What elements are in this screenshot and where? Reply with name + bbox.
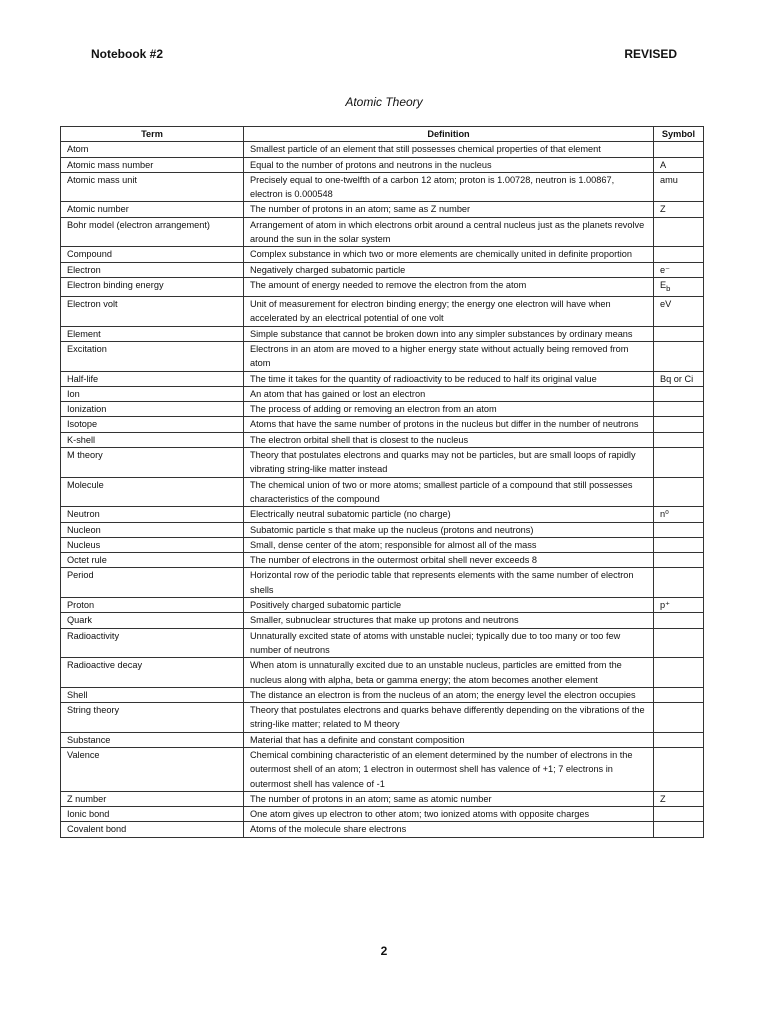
definition-cell: Theory that postulates electrons and quarks behave differently depending on the vibrations of the string-like matter; related to M theory <box>244 703 654 733</box>
symbol-cell: n⁰ <box>654 507 704 522</box>
term-cell: Nucleon <box>61 522 244 537</box>
symbol-cell <box>654 628 704 658</box>
table-row <box>61 703 704 733</box>
symbol-cell <box>654 477 704 507</box>
definition-cell: Equal to the number of protons and neutrons in the nucleus <box>244 157 654 172</box>
table-row <box>61 157 704 172</box>
header-right: REVISED <box>624 47 677 61</box>
column-header-definition: Definition <box>244 127 654 142</box>
table-row <box>61 553 704 568</box>
definition-cell: The distance an electron is from the nucleus of an atom; the energy level the electron occupies <box>244 687 654 702</box>
table-row <box>61 142 704 157</box>
table-row <box>61 202 704 217</box>
table-row <box>61 598 704 613</box>
table-row <box>61 172 704 202</box>
definition-cell: Unnaturally excited state of atoms with unstable nuclei; typically due to too many or too few number of neutrons <box>244 628 654 658</box>
definition-cell: The electron orbital shell that is closest to the nucleus <box>244 432 654 447</box>
definition-cell: Subatomic particle s that make up the nucleus (protons and neutrons) <box>244 522 654 537</box>
symbol-cell <box>654 142 704 157</box>
term-cell: Element <box>61 326 244 341</box>
table-row <box>61 217 704 247</box>
page-number: 2 <box>380 944 388 958</box>
definition-cell: Atoms that have the same number of protons in the nucleus but differ in the number of neutrons <box>244 417 654 432</box>
term-cell: Ionic bond <box>61 807 244 822</box>
term-cell: Electron binding energy <box>61 277 244 296</box>
term-cell: Atomic mass number <box>61 157 244 172</box>
column-header-symbol: Symbol <box>654 127 704 142</box>
term-cell: Atomic mass unit <box>61 172 244 202</box>
symbol-cell <box>654 247 704 262</box>
symbol-cell <box>654 537 704 552</box>
term-cell: Covalent bond <box>61 822 244 837</box>
symbol-cell: Bq or Ci <box>654 371 704 386</box>
table-row <box>61 326 704 341</box>
symbol-cell <box>654 613 704 628</box>
definition-cell: The chemical union of two or more atoms; smallest particle of a compound that still possesses characteristics of the compound <box>244 477 654 507</box>
term-cell: Ionization <box>61 402 244 417</box>
page-title: Atomic Theory <box>345 95 423 109</box>
term-cell: Substance <box>61 732 244 747</box>
definition-cell: Chemical combining characteristic of an element determined by the number of electrons in the outermost shell of an atom; 1 electron in outermost shell has valence of +1; 7 electrons in outermost shell has valence of -1 <box>244 748 654 792</box>
glossary-body <box>61 142 704 837</box>
definition-cell: The number of protons in an atom; same as atomic number <box>244 791 654 806</box>
table-row <box>61 277 704 296</box>
term-cell: Radioactivity <box>61 628 244 658</box>
definition-cell: One atom gives up electron to other atom; two ionized atoms with opposite charges <box>244 807 654 822</box>
term-cell: Period <box>61 568 244 598</box>
term-cell: Excitation <box>61 341 244 371</box>
symbol-cell <box>654 341 704 371</box>
symbol-cell <box>654 522 704 537</box>
symbol-cell: e⁻ <box>654 262 704 277</box>
definition-cell: Simple substance that cannot be broken down into any simpler substances by ordinary means <box>244 326 654 341</box>
table-row <box>61 613 704 628</box>
definition-cell: The process of adding or removing an electron from an atom <box>244 402 654 417</box>
definition-cell: Smaller, subnuclear structures that make up protons and neutrons <box>244 613 654 628</box>
table-row <box>61 537 704 552</box>
definition-cell: Precisely equal to one-twelfth of a carbon 12 atom; proton is 1.00728, neutron is 1.00867, electron is 0.000548 <box>244 172 654 202</box>
definition-cell: Material that has a definite and constant composition <box>244 732 654 747</box>
table-row <box>61 297 704 327</box>
symbol-cell: $E_b$ <box>654 277 704 296</box>
table-row <box>61 402 704 417</box>
term-cell: Octet rule <box>61 553 244 568</box>
table-row <box>61 432 704 447</box>
symbol-cell <box>654 326 704 341</box>
term-cell: Electron volt <box>61 297 244 327</box>
definition-cell: The number of protons in an atom; same as Z number <box>244 202 654 217</box>
symbol-cell <box>654 448 704 478</box>
table-header-row <box>61 127 704 142</box>
definition-cell: Complex substance in which two or more elements are chemically united in definite proportion <box>244 247 654 262</box>
term-cell: Compound <box>61 247 244 262</box>
symbol-cell: amu <box>654 172 704 202</box>
symbol-subscript: b <box>666 283 671 293</box>
term-cell: Ion <box>61 386 244 401</box>
definition-cell: Atoms of the molecule share electrons <box>244 822 654 837</box>
symbol-cell <box>654 417 704 432</box>
table-row <box>61 791 704 806</box>
table-row <box>61 687 704 702</box>
symbol-cell <box>654 822 704 837</box>
definition-cell: Theory that postulates electrons and quarks may not be particles, but are small loops of rapidly vibrating string-like matter instead <box>244 448 654 478</box>
definition-cell: Electrically neutral subatomic particle (no charge) <box>244 507 654 522</box>
table-row <box>61 448 704 478</box>
table-row <box>61 628 704 658</box>
table-row <box>61 477 704 507</box>
symbol-cell: p⁺ <box>654 598 704 613</box>
table-row <box>61 247 704 262</box>
table-row <box>61 658 704 688</box>
table-row <box>61 507 704 522</box>
symbol-cell <box>654 432 704 447</box>
definition-cell: The number of electrons in the outermost orbital shell never exceeds 8 <box>244 553 654 568</box>
definition-cell: Small, dense center of the atom; responsible for almost all of the mass <box>244 537 654 552</box>
definition-cell: Negatively charged subatomic particle <box>244 262 654 277</box>
term-cell: Half-life <box>61 371 244 386</box>
definition-cell: Smallest particle of an element that still possesses chemical properties of that element <box>244 142 654 157</box>
table-row <box>61 732 704 747</box>
symbol-cell: Z <box>654 791 704 806</box>
term-cell: Radioactive decay <box>61 658 244 688</box>
term-cell: Isotope <box>61 417 244 432</box>
symbol-cell <box>654 553 704 568</box>
definition-cell: Unit of measurement for electron binding energy; the energy one electron will have when accelerated by an electrical potential of one volt <box>244 297 654 327</box>
term-cell: Bohr model (electron arrangement) <box>61 217 244 247</box>
term-cell: Neutron <box>61 507 244 522</box>
table-row <box>61 371 704 386</box>
column-header-term: Term <box>61 127 244 142</box>
definition-cell: Positively charged subatomic particle <box>244 598 654 613</box>
table-row <box>61 522 704 537</box>
table-row <box>61 748 704 792</box>
term-cell: Valence <box>61 748 244 792</box>
symbol-cell <box>654 217 704 247</box>
symbol-cell <box>654 807 704 822</box>
symbol-cell <box>654 402 704 417</box>
definition-cell: The time it takes for the quantity of radioactivity to be reduced to half its original value <box>244 371 654 386</box>
definition-cell: An atom that has gained or lost an electron <box>244 386 654 401</box>
term-cell: String theory <box>61 703 244 733</box>
definition-cell: The amount of energy needed to remove the electron from the atom <box>244 277 654 296</box>
table-row <box>61 807 704 822</box>
term-cell: Atom <box>61 142 244 157</box>
table-row <box>61 822 704 837</box>
table-row <box>61 417 704 432</box>
table-row <box>61 386 704 401</box>
table-row <box>61 568 704 598</box>
symbol-cell: Z <box>654 202 704 217</box>
symbol-cell <box>654 732 704 747</box>
symbol-cell <box>654 748 704 792</box>
symbol-cell <box>654 687 704 702</box>
table-row <box>61 262 704 277</box>
glossary-table <box>60 126 704 838</box>
symbol-cell <box>654 568 704 598</box>
term-cell: Z number <box>61 791 244 806</box>
table-row <box>61 341 704 371</box>
definition-cell: Electrons in an atom are moved to a higher energy state without actually being removed from atom <box>244 341 654 371</box>
term-cell: Electron <box>61 262 244 277</box>
symbol-cell: A <box>654 157 704 172</box>
symbol-cell: eV <box>654 297 704 327</box>
definition-cell: When atom is unnaturally excited due to an unstable nucleus, particles are emitted from the nucleus along with alpha, beta or gamma energy; the atom becomes another element <box>244 658 654 688</box>
term-cell: Nucleus <box>61 537 244 552</box>
term-cell: M theory <box>61 448 244 478</box>
term-cell: Proton <box>61 598 244 613</box>
symbol-cell <box>654 386 704 401</box>
term-cell: K-shell <box>61 432 244 447</box>
term-cell: Atomic number <box>61 202 244 217</box>
definition-cell: Horizontal row of the periodic table that represents elements with the same number of electron shells <box>244 568 654 598</box>
symbol-cell <box>654 658 704 688</box>
term-cell: Shell <box>61 687 244 702</box>
header-left: Notebook #2 <box>91 47 164 61</box>
term-cell: Molecule <box>61 477 244 507</box>
definition-cell: Arrangement of atom in which electrons orbit around a central nucleus just as the planets revolve around the sun in the solar system <box>244 217 654 247</box>
symbol-cell <box>654 703 704 733</box>
term-cell: Quark <box>61 613 244 628</box>
